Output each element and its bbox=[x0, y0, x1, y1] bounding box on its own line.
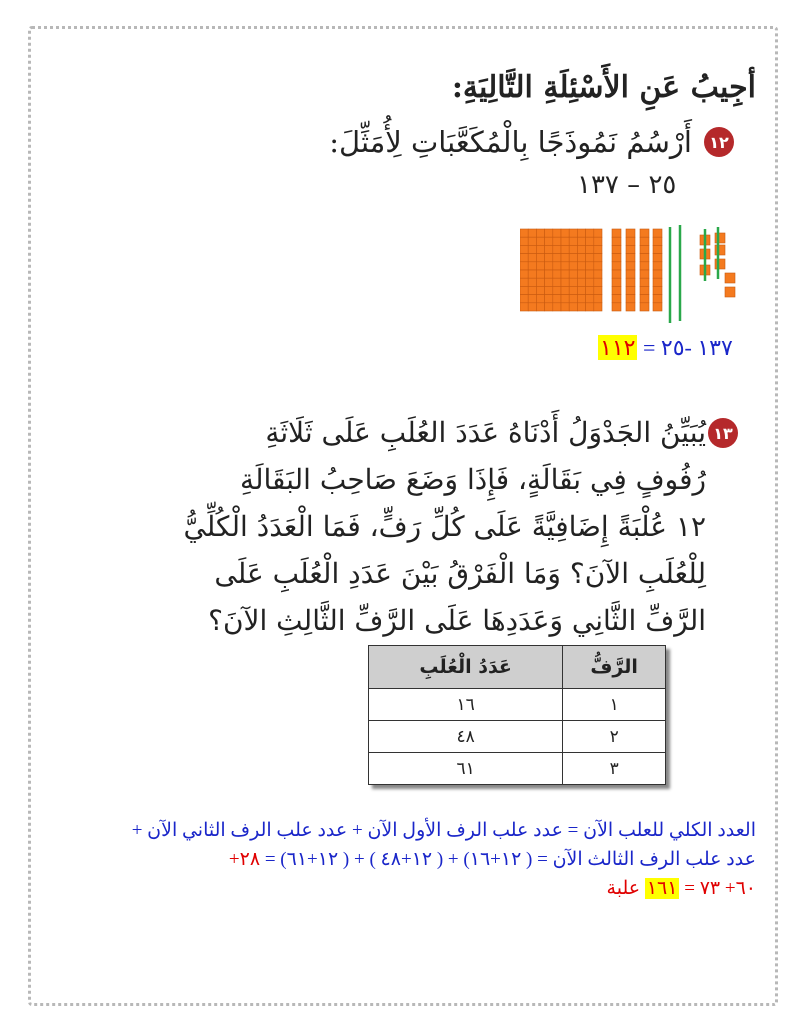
hundred-flat-cube bbox=[561, 245, 569, 253]
tens-rod-cube bbox=[653, 229, 662, 237]
hundred-flat-cube bbox=[545, 245, 553, 253]
hundred-flat-cube bbox=[586, 262, 594, 270]
hundred-flat-cube bbox=[594, 262, 602, 270]
hundred-flat-cube bbox=[577, 303, 585, 311]
hundred-flat-cube bbox=[545, 303, 553, 311]
hundred-flat-cube bbox=[545, 254, 553, 262]
hundred-flat-cube bbox=[561, 303, 569, 311]
hundred-flat-cube bbox=[594, 270, 602, 278]
hundred-flat-cube bbox=[536, 286, 544, 294]
count-cell: ١٦ bbox=[369, 689, 563, 721]
header-box-count: عَدَدُ الْعُلَبِ bbox=[369, 646, 563, 689]
hundred-flat-cube bbox=[577, 254, 585, 262]
tens-rod-cube bbox=[640, 278, 649, 286]
table-header-row bbox=[369, 646, 666, 689]
tens-rod-cube bbox=[653, 286, 662, 294]
tens-rod-cube bbox=[612, 254, 621, 262]
hundred-flat-cube bbox=[545, 237, 553, 245]
tens-rod-cube bbox=[626, 262, 635, 270]
hundred-flat-cube bbox=[536, 278, 544, 286]
hundred-flat-cube bbox=[586, 303, 594, 311]
hundred-flat-cube bbox=[594, 295, 602, 303]
final-answer-sum: ٦٠+ ٧٣ = bbox=[684, 878, 756, 899]
final-answer-unit: علبة bbox=[606, 878, 641, 899]
hundred-flat-cube bbox=[536, 245, 544, 253]
hundred-flat-cube bbox=[528, 262, 536, 270]
hundred-flat-cube bbox=[577, 286, 585, 294]
question-12-answer bbox=[598, 335, 733, 361]
tens-rod-cube bbox=[653, 278, 662, 286]
hundred-flat-cube bbox=[561, 270, 569, 278]
tens-rod-cube bbox=[626, 245, 635, 253]
tens-rod-cube bbox=[612, 295, 621, 303]
question-13-line-2: رُفُوفٍ فِي بَقَالَةٍ، فَإِذَا وَضَعَ صَاحِبُ البَقَالَةِ bbox=[239, 463, 706, 496]
hundred-flat-cube bbox=[536, 270, 544, 278]
tens-rod-cube bbox=[612, 229, 621, 237]
hundred-flat-cube bbox=[586, 286, 594, 294]
hundred-flat-cube bbox=[577, 237, 585, 245]
final-answer-equation: عدد علب الرف الثالث الآن = ( ١٢+١٦) + ( ١٢+٤٨ ) + ( ١٢+٦١) = bbox=[264, 849, 756, 870]
question-13-badge: ١٣ bbox=[708, 418, 738, 448]
hundred-flat-cube bbox=[528, 286, 536, 294]
tens-rod-cube bbox=[653, 295, 662, 303]
answer-12-highlight: ١١٢ bbox=[600, 335, 636, 360]
hundred-flat-cube bbox=[577, 278, 585, 286]
hundred-flat-cube bbox=[520, 286, 528, 294]
hundred-flat-cube bbox=[594, 229, 602, 237]
hundred-flat-cube bbox=[545, 286, 553, 294]
question-12-badge: ١٢ bbox=[704, 127, 734, 157]
hundred-flat-cube bbox=[569, 270, 577, 278]
hundred-flat-cube bbox=[586, 270, 594, 278]
tens-rod-cube bbox=[612, 278, 621, 286]
hundred-flat-cube bbox=[536, 303, 544, 311]
hundred-flat-cube bbox=[569, 303, 577, 311]
hundred-flat-cube bbox=[553, 237, 561, 245]
hundred-flat-cube bbox=[594, 254, 602, 262]
tens-rod-cube bbox=[612, 262, 621, 270]
hundred-flat-cube bbox=[553, 286, 561, 294]
hundred-flat-cube bbox=[586, 237, 594, 245]
hundred-flat-cube bbox=[569, 237, 577, 245]
tens-rod-cube bbox=[612, 303, 621, 311]
hundred-flat-cube bbox=[553, 295, 561, 303]
count-cell: ٤٨ bbox=[369, 721, 563, 753]
hundred-flat-cube bbox=[528, 278, 536, 286]
tens-rod-cube bbox=[626, 229, 635, 237]
hundred-flat-cube bbox=[528, 295, 536, 303]
tens-rod-cube bbox=[626, 303, 635, 311]
hundred-flat-cube bbox=[577, 270, 585, 278]
tens-rod-cube bbox=[612, 237, 621, 245]
hundred-flat-cube bbox=[536, 254, 544, 262]
tens-rod-cube bbox=[653, 237, 662, 245]
count-cell: ٦١ bbox=[369, 753, 563, 785]
tens-rod-cube bbox=[626, 286, 635, 294]
hundred-flat-cube bbox=[553, 278, 561, 286]
tens-rod-cube bbox=[612, 245, 621, 253]
tens-rod-cube bbox=[640, 237, 649, 245]
hundred-flat-cube bbox=[586, 278, 594, 286]
hundred-flat-cube bbox=[553, 245, 561, 253]
ones-cube bbox=[715, 233, 725, 243]
tens-rod-cube bbox=[653, 303, 662, 311]
question-13-line-1: يُبَيِّنُ الجَدْوَلُ أَدْنَاهُ عَدَدَ العُلَبِ عَلَى ثَلَاثَةِ bbox=[265, 416, 706, 449]
hundred-flat-cube bbox=[594, 303, 602, 311]
question-13-line-3: ١٢ عُلْبَةً إِضَافِيَّةً عَلَى كُلِّ رَفٍّ، فَمَا الْعَدَدُ الْكُلِّيُّ bbox=[183, 510, 706, 543]
tens-rod-cube bbox=[640, 286, 649, 294]
tens-rod-cube bbox=[626, 270, 635, 278]
tens-rod-cube bbox=[640, 245, 649, 253]
hundred-flat-cube bbox=[553, 303, 561, 311]
hundred-flat-cube bbox=[553, 270, 561, 278]
hundred-flat-cube bbox=[528, 270, 536, 278]
answer-12-expression: ١٣٧ -٢٥ = bbox=[642, 335, 733, 360]
hundred-flat-cube bbox=[561, 262, 569, 270]
hundred-flat-cube bbox=[520, 229, 528, 237]
table-row bbox=[369, 753, 666, 785]
tens-rod-cube bbox=[612, 270, 621, 278]
shelf-cell: ١ bbox=[563, 689, 666, 721]
final-answer-highlight: ١٦١ bbox=[646, 878, 678, 899]
tens-rod-cube bbox=[640, 262, 649, 270]
shelf-cell: ٣ bbox=[563, 753, 666, 785]
hundred-flat-cube bbox=[536, 295, 544, 303]
hundred-flat-cube bbox=[561, 237, 569, 245]
hundred-flat-cube bbox=[569, 229, 577, 237]
hundred-flat-cube bbox=[569, 245, 577, 253]
hundred-flat-cube bbox=[577, 245, 585, 253]
hundred-flat-cube bbox=[561, 229, 569, 237]
hundred-flat-cube bbox=[586, 295, 594, 303]
tens-rod-cube bbox=[640, 295, 649, 303]
hundred-flat-cube bbox=[520, 295, 528, 303]
section-heading: أجِيبُ عَنِ الأَسْئِلَةِ التَّالِيَةِ: bbox=[451, 70, 756, 105]
hundred-flat-cube bbox=[520, 278, 528, 286]
hundred-flat-cube bbox=[561, 278, 569, 286]
hundred-flat-cube bbox=[586, 229, 594, 237]
hundred-flat-cube bbox=[577, 262, 585, 270]
hundred-flat-cube bbox=[569, 278, 577, 286]
hundred-flat-cube bbox=[545, 295, 553, 303]
table-row bbox=[369, 721, 666, 753]
hundred-flat-cube bbox=[520, 254, 528, 262]
final-answer-line-1: العدد الكلي للعلب الآن = عدد علب الرف الأول الآن + عدد علب الرف الثاني الآن + bbox=[131, 820, 756, 841]
hundred-flat-cube bbox=[553, 229, 561, 237]
hundred-flat-cube bbox=[577, 229, 585, 237]
hundred-flat-cube bbox=[586, 245, 594, 253]
tens-rod-cube bbox=[612, 286, 621, 294]
question-12-text: أَرْسُمُ نَمُوذَجًا بِالْمُكَعَّبَاتِ لِأُمَثِّلَ: bbox=[329, 125, 692, 159]
hundred-flat-cube bbox=[569, 262, 577, 270]
hundred-flat-cube bbox=[561, 295, 569, 303]
header-shelf: الرَّفُّ bbox=[563, 646, 666, 689]
tens-rod-cube bbox=[640, 254, 649, 262]
hundred-flat-cube bbox=[553, 254, 561, 262]
hundred-flat-cube bbox=[545, 229, 553, 237]
hundred-flat-cube bbox=[577, 295, 585, 303]
hundred-flat-cube bbox=[520, 262, 528, 270]
tens-rod-cube bbox=[626, 237, 635, 245]
hundred-flat-cube bbox=[569, 254, 577, 262]
hundred-flat-cube bbox=[594, 245, 602, 253]
tens-rod-cube bbox=[626, 295, 635, 303]
hundred-flat-cube bbox=[594, 278, 602, 286]
tens-rod-cube bbox=[626, 278, 635, 286]
hundred-flat-cube bbox=[569, 295, 577, 303]
hundred-flat-cube bbox=[561, 254, 569, 262]
hundred-flat-cube bbox=[545, 262, 553, 270]
final-answer-line-2 bbox=[44, 846, 756, 873]
final-answer-red-term: ٢٨+ bbox=[228, 849, 261, 870]
hundred-flat-cube bbox=[536, 237, 544, 245]
shelf-cell: ٢ bbox=[563, 721, 666, 753]
ones-cube bbox=[725, 287, 735, 297]
base-ten-blocks-model bbox=[520, 225, 750, 325]
hundred-flat-cube bbox=[545, 278, 553, 286]
hundred-flat-cube bbox=[520, 237, 528, 245]
hundred-flat-cube bbox=[520, 303, 528, 311]
tens-rod-cube bbox=[653, 245, 662, 253]
hundred-flat-cube bbox=[528, 245, 536, 253]
hundred-flat-cube bbox=[545, 270, 553, 278]
hundred-flat-cube bbox=[536, 229, 544, 237]
hundred-flat-cube bbox=[536, 262, 544, 270]
ones-cube bbox=[715, 245, 725, 255]
hundred-flat-cube bbox=[594, 237, 602, 245]
tens-rod-cube bbox=[653, 270, 662, 278]
question-12-expression: ٢٥ – ١٣٧ bbox=[577, 170, 677, 200]
tens-rod-cube bbox=[640, 303, 649, 311]
hundred-flat-cube bbox=[586, 254, 594, 262]
final-answer-line-3 bbox=[44, 875, 756, 902]
hundred-flat-cube bbox=[520, 270, 528, 278]
hundred-flat-cube bbox=[528, 229, 536, 237]
ones-cube bbox=[725, 273, 735, 283]
hundred-flat-cube bbox=[594, 286, 602, 294]
tens-rod-cube bbox=[653, 254, 662, 262]
hundred-flat-cube bbox=[528, 303, 536, 311]
question-13-line-4: لِلْعُلَبِ الآنَ؟ وَمَا الْفَرْقُ بَيْنَ عَدَدِ الْعُلَبِ عَلَى bbox=[214, 557, 706, 590]
ones-cube bbox=[715, 259, 725, 269]
question-13-line-5: الرَّفِّ الثَّانِي وَعَدَدِهَا عَلَى الرَّفِّ الثَّالِثِ الآنَ؟ bbox=[208, 604, 706, 637]
tens-rod-cube bbox=[653, 262, 662, 270]
hundred-flat-cube bbox=[528, 237, 536, 245]
hundred-flat-cube bbox=[520, 245, 528, 253]
tens-rod-cube bbox=[640, 229, 649, 237]
hundred-flat-cube bbox=[528, 254, 536, 262]
hundred-flat-cube bbox=[553, 262, 561, 270]
hundred-flat-cube bbox=[561, 286, 569, 294]
hundred-flat-cube bbox=[569, 286, 577, 294]
tens-rod-cube bbox=[640, 270, 649, 278]
table-row bbox=[369, 689, 666, 721]
tens-rod-cube bbox=[626, 254, 635, 262]
shelves-table bbox=[368, 645, 666, 785]
